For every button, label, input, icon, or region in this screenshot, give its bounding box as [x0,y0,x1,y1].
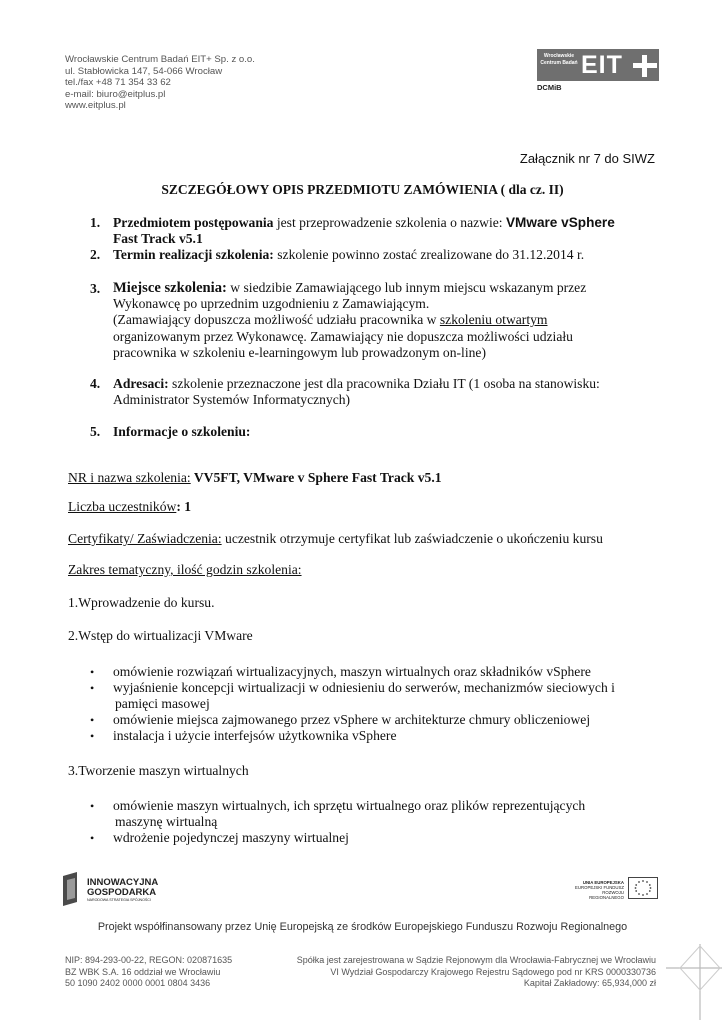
item-5-num: 5. [90,424,101,439]
participants-line [68,499,191,515]
training-name-line [68,470,442,486]
item-3-line4: organizowanym przez Wykonawcę. Zamawiający nie dopuszcza możliwości udziału [113,328,573,344]
item-3-num: 3. [90,281,101,296]
item-4-lead: Adresaci: [113,376,169,391]
bullet-icon: • [90,799,95,813]
section-3-heading: 3.Tworzenie maszyn wirtualnych [68,763,249,778]
eit-logo-small-text: Wrocławskie Centrum Badań [540,53,578,66]
item-1-name2: Fast Track v5.1 [113,231,203,247]
eit-logo-text: EIT [581,51,623,79]
eit-logo-sub: DCMiB [537,83,562,92]
item-4-line2: Administrator Systemów Informatycznych) [113,392,351,408]
item-4-line1: szkolenie przeznaczone jest dla pracownika Działu IT (1 osoba na stanowisku: [168,376,600,391]
bullet-text: omówienie rozwiązań wirtualizacyjnych, maszyn wirtualnych oraz składników vSphere [113,664,591,679]
item-2-text: szkolenie powinno zostać zrealizowane do 31.12.2014 r. [273,247,585,262]
item-3-lead: Miejsce szkolenia: [113,280,227,296]
item-1-name: VMware vSphere [505,215,615,230]
company-address-block [65,54,255,112]
bullet-text: omówienie miejsca zajmowanego przez vSphere w architekturze chmury obliczeniowej [113,712,591,727]
participants-value: : 1 [176,499,192,514]
bullet-icon: • [90,713,95,727]
item-2-num: 2. [90,247,101,262]
company-street: ul. Stabłowicka 147, 54-066 Wrocław [65,65,223,77]
item-3-line3: (Zamawiający dopuszcza możliwość udziału pracownika w [113,312,440,328]
bullet-text: omówienie maszyn wirtualnych, ich sprzętu wirtualnego oraz plików reprezentujących [113,798,586,813]
footer-nip: NIP: 894-293-00-22, REGON: 020871635 [65,955,233,965]
project-cofinancing-line: Projekt współfinansowany przez Unię Europejską ze środków Europejskiego Funduszu Rozwoju Regionalnego [97,921,628,933]
eu-flag-icon [628,877,658,899]
bullet-icon: • [90,681,95,695]
eu-line1: UNIA EUROPEJSKA [582,880,624,885]
item-1-lead: Przedmiotem postępowania [113,215,274,230]
footer-account: 50 1090 2402 0000 0001 0804 3436 [65,978,211,989]
item-5 [113,424,250,440]
eu-logo [568,877,658,903]
eit-logo [537,49,659,96]
eu-line3: ROZWOJU REGIONALNEGO [589,890,624,900]
certificates-line [68,531,603,547]
footer-right [297,955,656,990]
bullet-text: instalacja i użycie interfejsów użytkownika vSphere [113,728,397,743]
certificates-value: uczestnik otrzymuje certyfikat lub zaświadczenie o ukończeniu kursu [221,531,603,546]
training-name-value: VV5FT, VMware v Sphere Fast Track v5.1 [190,470,442,485]
section-2-heading: 2.Wstęp do wirtualizacji VMware [68,628,253,643]
company-website: www.eitplus.pl [65,100,126,111]
plus-icon [633,55,657,77]
company-phone: tel./fax +48 71 354 33 62 [65,77,171,88]
participants-label: Liczba uczestników [68,499,177,514]
scope-line [68,562,302,578]
certificates-label: Certyfikaty/ Zaświadczenia: [68,531,222,546]
item-3-line2: Wykonawcę po uprzednim uzgodnieniu z Zamawiającym. [113,296,430,312]
section-1-heading: 1.Wprowadzenie do kursu. [68,595,215,610]
bullet-text: wdrożenie pojedynczej maszyny wirtualnej [113,830,349,845]
item-4-num: 4. [90,376,101,391]
item-4 [113,376,600,408]
item-2 [113,247,584,263]
footer-krs: VI Wydział Gospodarczy Krajowego Rejestru Sądowego pod nr KRS 0000330736 [330,966,656,977]
ig-line3: NARODOWA STRATEGIA SPÓJNOŚCI [87,898,151,902]
eit-logo-box [537,49,659,81]
eu-line2: EUROPEJSKI FUNDUSZ [575,885,624,890]
company-email: e-mail: biuro@eitplus.pl [65,88,166,100]
ig-line1: INNOWACYJNA [87,877,159,888]
item-3-underlined: szkoleniu otwartym [439,312,548,328]
item-1 [113,215,658,247]
item-3 [113,280,586,361]
item-1-text: jest przeprowadzenie szkolenia o nazwie: [273,215,506,230]
bullet-icon: • [90,831,95,845]
corner-plus-decoration [666,944,722,1020]
item-2-lead: Termin realizacji szkolenia: [113,247,274,262]
bullet-text: wyjaśnienie koncepcji wirtualizacji w odniesieniu do serwerów, mechanizmów sieciowych i [113,680,615,695]
item-3-line5: pracownika w szkoleniu e-learningowym lub prowadzonym on-line) [113,344,486,360]
ig-line2: GOSPODARKA [87,887,157,898]
item-5-lead: Informacje o szkoleniu: [113,424,251,439]
bullet-icon: • [90,729,95,743]
footer-registration: Spółka jest zarejestrowana w Sądzie Rejonowym dla Wrocławia-Fabrycznej we Wrocławiu [296,955,656,965]
company-name: Wrocławskie Centrum Badań EIT+ Sp. z o.o. [65,54,255,65]
item-1-num: 1. [90,215,101,230]
footer-capital: Kapitał Zakładowy: 65,934,000 zł [523,978,656,989]
item-3-line1: w siedzibie Zamawiającego lub innym miejscu wskazanym przez [226,280,587,295]
scope-label: Zakres tematyczny, ilość godzin szkolenia: [68,562,302,577]
ig-flag-icon [63,872,81,906]
training-name-label: NR i nazwa szkolenia: [68,470,191,485]
footer-bank: BZ WBK S.A. 16 oddział we Wrocławiu [65,966,221,977]
bullet-text-continuation: maszynę wirtualną [115,814,218,829]
bullet-text-continuation: pamięci masowej [115,696,210,711]
footer-left [65,955,232,990]
bullet-icon: • [90,665,95,679]
attachment-label: Załącznik nr 7 do SIWZ [519,151,655,166]
innowacyjna-gospodarka-logo [63,872,181,908]
document-title: SZCZEGÓŁOWY OPIS PRZEDMIOTU ZAMÓWIENIA ( dla cz. II) [161,182,564,197]
